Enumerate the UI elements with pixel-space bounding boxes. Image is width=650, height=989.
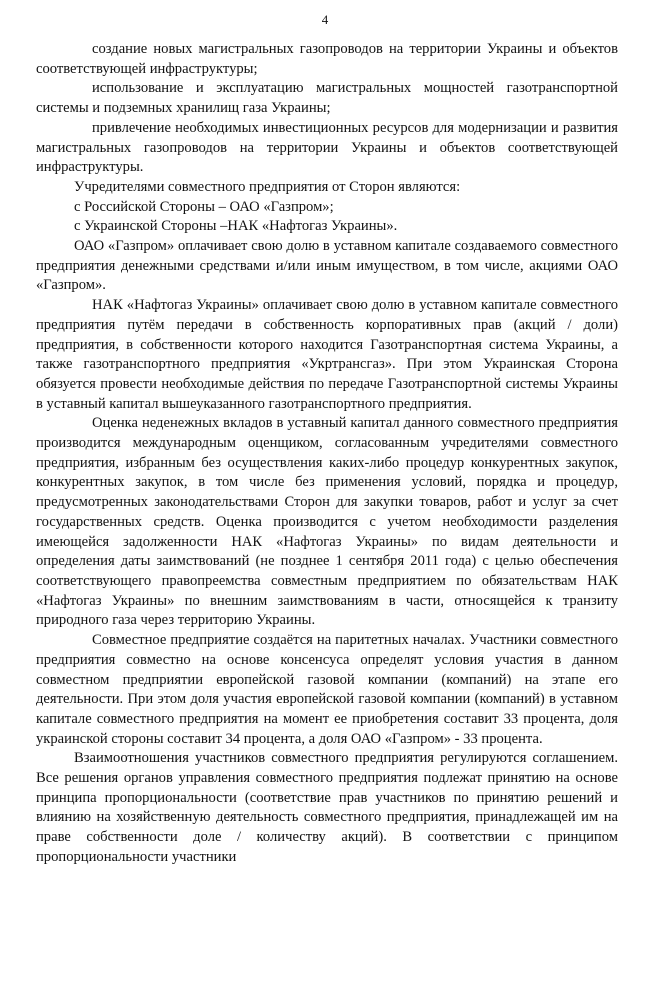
paragraph-naftogaz-contribution: НАК «Нафтогаз Украины» оплачивает свою долю в уставном капитале совместного предприятия путём передачи в собственность корпоративных прав (акций / доли) предприятия, в собственности которого находится Газотранспортная система Украины, а также газотранспортного предприятия «Укртрансгаз». При этом Украинская Сторона обязуется провести необходимые действия по передаче Газотранспортной системы Украины в уставный капитал вышеуказанного газотранспортного предприятия. — [36, 297, 618, 412]
paragraph-founder-ukraine: с Украинской Стороны –НАК «Нафтогаз Украины». — [74, 218, 398, 235]
paragraph-investment: привлечение необходимых инвестиционных ресурсов для модернизации и развития магистральных газопроводов на территории Украины и объектов соответствующей инфраструктуры. — [36, 119, 618, 176]
paragraph-parity: Совместное предприятие создаётся на паритетных началах. Участники совместного предприятия совместно на основе консенсуса определят условия участия в данном совместном предприятии европейской газовой компании (компаний) на этапе его деятельности. При этом доля участия европейской газовой компании (компаний) в уставном капитале совместного предприятия на момент ее приобретения составит 33 процента, доля украинской стороны составит 34 процента, а доля ОАО «Газпром» - 33 процента. — [36, 632, 618, 747]
paragraph-founder-russia: с Российской Стороны – ОАО «Газпром»; — [74, 198, 334, 215]
paragraph-new-pipelines: создание новых магистральных газопроводов на территории Украины и объектов соответствующей инфраструктуры; — [36, 41, 618, 77]
paragraph-relations: Взаимоотношения участников совместного предприятия регулируются соглашением. Все решения органов управления совместного предприятия подлежат принятию на основе принципа пропорциональности (соответствие прав участников по принятию решений и влиянию на хозяйственную деятельность совместного предприятия, принадлежащей им на праве собственности доле / количеству акций). В соответствии с принципом пропорциональности участники — [36, 750, 618, 865]
paragraph-use-exploitation: использование и эксплуатацию магистральных мощностей газотранспортной системы и подземных хранилищ газа Украины; — [36, 80, 618, 117]
paragraph-valuation: Оценка неденежных вкладов в уставный капитал данного совместного предприятия производится международным оценщиком, согласованным учредителями совместного предприятия, избранным без осуществления каких-либо процедур конкурентных закупок, конкурентных закупок, в том числе без применения условий, порядка и процедур, предусмотренных законодательствами Сторон для закупки товаров, работ и услуг за счет государственных средств. Оценка производится с учетом необходимости разделения имеющейся задолженности НАК «Нафтогаз Украины» по видам деятельности и определения даты заимствований (не позднее 1 сентября 2011 года) с целью обеспечения соответствующего правопреемства совместным предприятием по обязательствам НАК «Нафтогаз Украины» по внешним заимствованиям в части, относящейся к транзиту природного газа через территорию Украины. — [36, 415, 618, 629]
page-number: 4 — [321, 12, 329, 27]
document-body — [36, 40, 618, 868]
paragraph-founders-intro: Учредителями совместного предприятия от Сторон являются: — [74, 178, 461, 195]
paragraph-gazprom-contribution: ОАО «Газпром» оплачивает свою долю в уставном капитале создаваемого совместного предприятия денежными средствами и/или иным имуществом, в том числе, акциями ОАО «Газпром». — [36, 238, 618, 294]
